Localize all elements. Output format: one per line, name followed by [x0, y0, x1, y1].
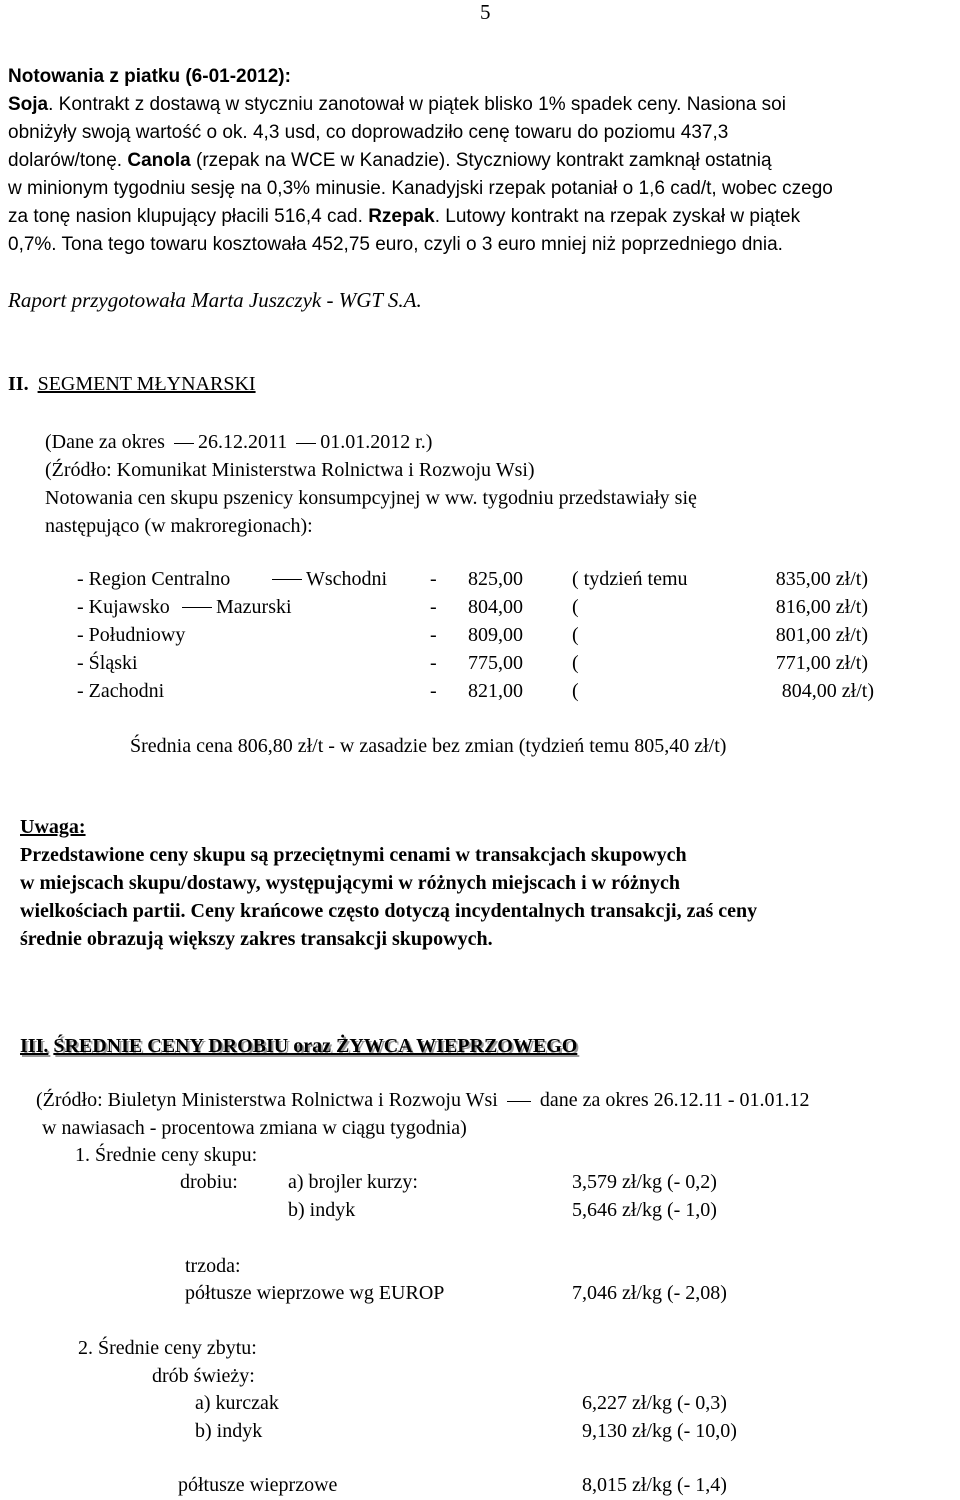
sell-row: [0, 1390, 960, 1416]
note-line: w miejscach skupu/dostawy, występującymi w różnych miejscach i w różnych: [20, 872, 680, 894]
period-from: 26.12.2011: [197, 431, 288, 453]
sell-item-value: 9,130 zł/kg (- 10,0): [582, 1420, 737, 1442]
quotes-line-2-text: obniżyły swoją wartość o ok. 4,3 usd, co doprowadziło cenę towaru do poziomu 437,3: [8, 122, 729, 143]
buy-item-value: 5,646 zł/kg (- 1,0): [572, 1199, 717, 1221]
quotes-line-6: [8, 234, 783, 257]
buy-row: [0, 1197, 960, 1223]
report-author: Raport przygotowała Marta Juszczyk - WGT S.A.: [8, 288, 422, 312]
section-iii-source-2: w nawiasach - procentowa zmiana w ciągu tygodnia): [42, 1117, 467, 1139]
sell-item-value: 6,227 zł/kg (- 0,3): [582, 1392, 727, 1414]
quotes-line-4: [8, 178, 833, 201]
trzoda-item-value: 7,046 zł/kg (- 2,08): [572, 1282, 727, 1304]
sell-row: [0, 1418, 960, 1444]
quotes-line-3: [8, 150, 772, 173]
region-row: [0, 678, 960, 704]
region-dash: -: [430, 568, 437, 590]
quotes-line-6-text: 0,7%. Tona tego towaru kosztowała 452,75 euro, czyli o 3 euro mniej niż poprzedniego dnia.: [8, 234, 783, 255]
region-name: - Region Centralno: [77, 568, 231, 590]
region-row: [0, 566, 960, 592]
trzoda-row: [0, 1280, 960, 1306]
section-iii-number: III.: [20, 1035, 49, 1057]
region-row: [0, 622, 960, 648]
section-iii-source-period: dane za okres 26.12.11 - 01.01.12: [539, 1089, 810, 1111]
drob-swiezy-label: drób świeży:: [152, 1365, 255, 1387]
canola-label: Canola: [127, 150, 191, 171]
region-prev-price: 801,00 zł/t): [775, 624, 868, 646]
section-ii-source: (Źródło: Komunikat Ministerstwa Rolnictwa i Rozwoju Wsi): [45, 459, 535, 481]
average-price-line: Średnia cena 806,80 zł/t - w zasadzie bez zmian (tydzień temu 805,40 zł/t): [130, 735, 727, 757]
region-name-part2: Mazurski: [216, 596, 292, 618]
buy-item-value: 3,579 zł/kg (- 0,2): [572, 1171, 717, 1193]
sell-pork-label: półtusze wieprzowe: [178, 1474, 338, 1496]
note-line: średnie obrazują większy zakres transakcji skupowych.: [20, 928, 493, 950]
note-line: Przedstawione ceny skupu są przeciętnymi cenami w transakcjach skupowych: [20, 844, 687, 866]
region-name: - Południowy: [77, 624, 186, 646]
region-row: [0, 650, 960, 676]
region-prev-label: ( tydzień temu: [572, 568, 688, 590]
quotes-line-2: [8, 122, 728, 145]
section-ii-heading: [8, 372, 256, 396]
region-name: - Śląski: [77, 652, 138, 674]
quotes-line-3-text-a: dolarów/tonę.: [8, 150, 128, 171]
period-dash: [174, 443, 194, 444]
trzoda-item-label: półtusze wieprzowe wg EUROP: [185, 1282, 445, 1304]
sell-item-label: a) kurczak: [195, 1392, 279, 1414]
region-name: - Kujawsko: [77, 596, 170, 618]
buy-prices-title: 1. Średnie ceny skupu:: [75, 1144, 258, 1166]
region-price: 825,00: [468, 568, 523, 590]
sell-pork-value: 8,015 zł/kg (- 1,4): [582, 1474, 727, 1496]
soja-label: Soja: [8, 94, 49, 115]
section-ii-number: II.: [8, 373, 29, 395]
quotes-line-3-text-b: (rzepak na WCE w Kanadzie). Styczniowy kontrakt zamknął ostatnią: [190, 150, 772, 171]
region-dash: -: [430, 596, 437, 618]
drobiu-label: drobiu:: [180, 1171, 238, 1193]
quotes-line-5-text-b: . Lutowy kontrakt na rzepak zyskał w piątek: [434, 206, 801, 227]
section-iii-source-1: [36, 1088, 810, 1112]
region-name: - Zachodni: [77, 680, 165, 702]
buy-item-label: b) indyk: [288, 1199, 356, 1221]
note-line: wielkościach partii. Ceny krańcowe często dotyczą incydentalnych transakcji, zaś ceny: [20, 900, 758, 922]
quotes-line-5: [8, 206, 800, 229]
note-label: Uwaga:: [20, 816, 86, 838]
quotes-line-1: [8, 94, 786, 117]
region-prev-price: 771,00 zł/t): [775, 652, 868, 674]
region-prev-label: (: [572, 680, 579, 702]
region-prev-price: 804,00 zł/t): [781, 680, 874, 702]
region-price: 775,00: [468, 652, 523, 674]
region-row: [0, 594, 960, 620]
region-dash: -: [430, 624, 437, 646]
region-price: 821,00: [468, 680, 523, 702]
quotes-heading: Notowania z piatku (6-01-2012):: [8, 66, 291, 87]
region-price: 804,00: [468, 596, 523, 618]
section-ii-intro-1: Notowania cen skupu pszenicy konsumpcyjnej w ww. tygodniu przedstawiały się: [45, 487, 697, 509]
section-iii-title: ŚREDNIE CENY DROBIU oraz ŻYWCA WIEPRZOWEGO: [53, 1035, 578, 1057]
region-dash: -: [430, 680, 437, 702]
period-dash-2: [296, 443, 316, 444]
sell-prices-title: 2. Średnie ceny zbytu:: [78, 1337, 257, 1359]
region-prev-label: (: [572, 624, 579, 646]
page-number: 5: [480, 0, 491, 24]
buy-item-label: a) brojler kurzy:: [288, 1171, 418, 1193]
region-name-part2: Wschodni: [306, 568, 388, 590]
sell-pork-row: [0, 1472, 960, 1498]
period-label: (Dane za okres: [45, 431, 165, 453]
region-prev-label: (: [572, 596, 579, 618]
region-name-dash: [272, 579, 302, 581]
section-ii-title: SEGMENT MŁYNARSKI: [37, 373, 256, 395]
buy-row: [0, 1169, 960, 1195]
rzepak-label: Rzepak: [368, 206, 435, 227]
period-line: [45, 430, 432, 454]
quotes-line-5-text-a: za tonę nasion klupujący płacili 516,4 cad.: [8, 206, 369, 227]
section-ii-intro-2: następująco (w makroregionach):: [45, 515, 313, 537]
region-dash: -: [430, 652, 437, 674]
source-dash: [507, 1101, 531, 1102]
region-prev-price: 816,00 zł/t): [775, 596, 868, 618]
section-iii-source-text: (Źródło: Biuletyn Ministerstwa Rolnictwa i Rozwoju Wsi: [36, 1089, 498, 1111]
period-to: 01.01.2012 r.): [320, 431, 433, 453]
quotes-line-4-text: w minionym tygodniu sesję na 0,3% minusie. Kanadyjski rzepak potaniał o 1,6 cad/t, wobec czego: [8, 178, 833, 199]
quotes-line-1-text: . Kontrakt z dostawą w styczniu zanotował w piątek blisko 1% spadek ceny. Nasiona soi: [48, 94, 786, 115]
region-price: 809,00: [468, 624, 523, 646]
region-prev-label: (: [572, 652, 579, 674]
trzoda-label: trzoda:: [185, 1255, 241, 1277]
section-iii-heading: [20, 1034, 577, 1058]
sell-item-label: b) indyk: [195, 1420, 263, 1442]
region-name-dash: [182, 607, 212, 609]
region-prev-price: 835,00 zł/t): [775, 568, 868, 590]
